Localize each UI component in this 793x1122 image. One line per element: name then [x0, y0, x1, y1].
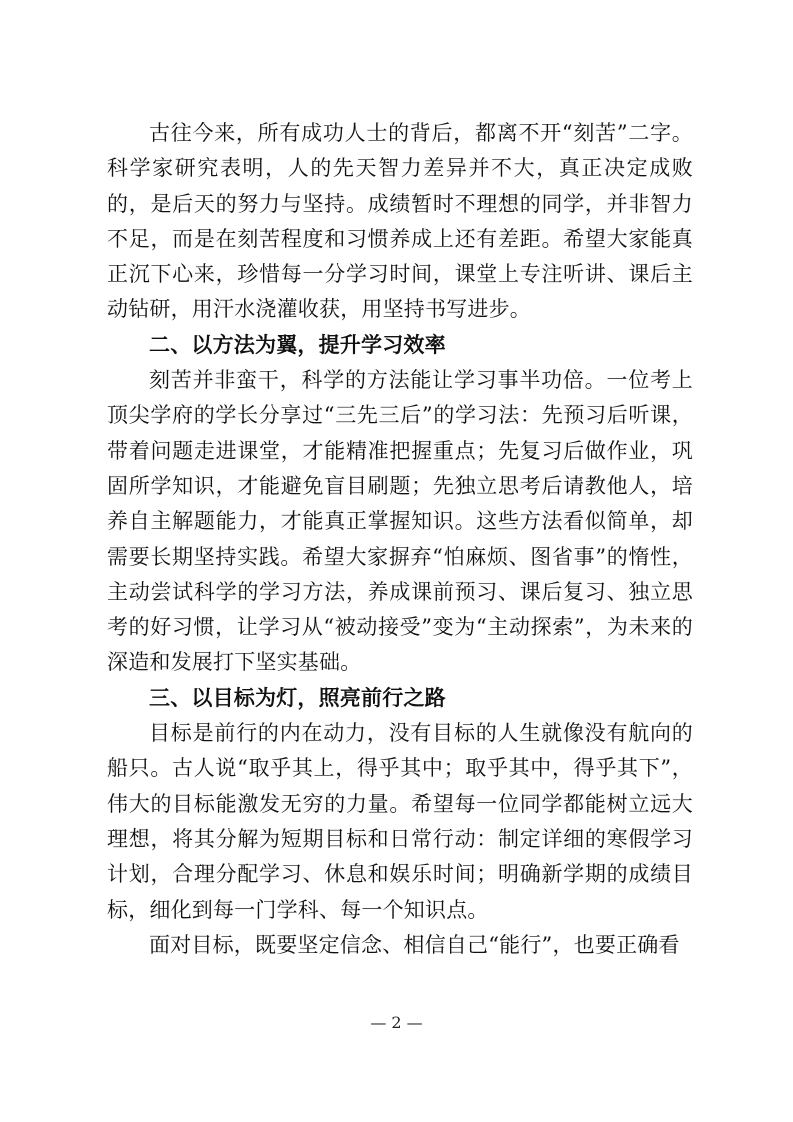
document-body [107, 116, 693, 963]
section-heading-goal: 三、以目标为灯，照亮前行之路 [149, 685, 446, 710]
paragraph-hard-work: 古往今来，所有成功人士的背后，都离不开“刻苦”二字。科学家研究表明，人的先天智力差异并不大，真正决定成败的，是后天的努力与坚持。成绩暂时不理想的同学，并非智力不足，而是在刻苦程度和习惯养成上还有差距。希望大家能真正沉下心来，珍惜每一分学习时间，课堂上专注听讲、课后主动钻研，用汗水浇灌收获，用坚持书写进步。 [107, 121, 693, 322]
paragraph-facing-goal: 面对目标，既要坚定信念、相信自己“能行”，也要正确看 [149, 932, 680, 957]
paragraph-study-method: 刻苦并非蛮干，科学的方法能让学习事半功倍。一位考上顶尖学府的学长分享过“三先三后”的学习法：先预习后听课，带着问题走进课堂，才能精准把握重点；先复习后做作业，巩固所学知识，才能避免盲目刷题；先独立思考后请教他人，培养自主解题能力，才能真正掌握知识。这些方法看似简单，却需要长期坚持实践。希望大家摒弃“怕麻烦、图省事”的惰性，主动尝试科学的学习方法，养成课前预习、课后复习、独立思考的好习惯，让学习从“被动接受”变为“主动探索”，为未来的深造和发展打下坚实基础。 [107, 368, 693, 675]
page-number: — 2 — [370, 1013, 423, 1032]
paragraph-goal: 目标是前行的内在动力，没有目标的人生就像没有航向的船只。古人说“取乎其上，得乎其中；取乎其中，得乎其下”，伟大的目标能激发无穷的力量。希望每一位同学都能树立远大理想，将其分解为短期目标和日常行动：制定详细的寒假学习计划，合理分配学习、休息和娱乐时间；明确新学期的成绩目标，细化到每一门学科、每一个知识点。 [107, 721, 693, 922]
section-heading-method: 二、以方法为翼，提升学习效率 [149, 332, 446, 357]
